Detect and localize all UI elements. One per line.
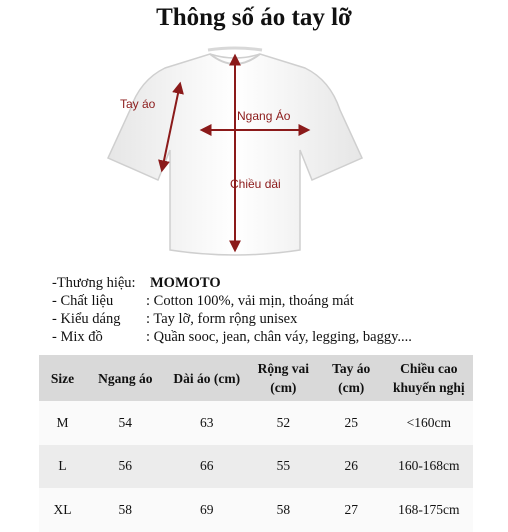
table-header-row <box>39 355 473 401</box>
length-label: Chiều dài <box>230 177 281 191</box>
info-value: : Cotton 100%, vải mịn, thoáng mát <box>146 293 354 309</box>
tshirt-illustration <box>100 40 390 262</box>
table-cell: 54 <box>86 401 164 445</box>
table-cell: 168-175cm <box>385 488 473 532</box>
table-cell: 26 <box>318 445 385 489</box>
table-cell: 69 <box>165 488 249 532</box>
header-width: Ngang áo <box>86 355 164 401</box>
table-cell: <160cm <box>385 401 473 445</box>
table-cell: 27 <box>318 488 385 532</box>
info-label: - Kiểu dáng <box>52 311 121 327</box>
table-cell: 66 <box>165 445 249 489</box>
table-cell: 55 <box>249 445 318 489</box>
tshirt-diagram <box>100 40 390 262</box>
header-length: Dài áo (cm) <box>165 355 249 401</box>
info-value: : Tay lỡ, form rộng unisex <box>146 311 298 327</box>
table-cell: 56 <box>86 445 164 489</box>
info-value: : Quần sooc, jean, chân váy, legging, baggy.... <box>146 329 412 345</box>
sleeve-label: Tay áo <box>120 97 156 111</box>
header-shoulder: Rộng vai (cm) <box>249 355 318 401</box>
info-label: - Chất liệu <box>52 293 114 309</box>
table-row <box>39 488 473 532</box>
size-table <box>39 355 473 532</box>
table-cell: 58 <box>86 488 164 532</box>
header-height: Chiều cao khuyến nghị <box>385 355 473 401</box>
info-label: -Thương hiệu: <box>52 275 136 291</box>
table-cell: 58 <box>249 488 318 532</box>
table-cell: M <box>39 401 86 445</box>
table-cell: 52 <box>249 401 318 445</box>
table-cell: 63 <box>165 401 249 445</box>
table-cell: 160-168cm <box>385 445 473 489</box>
info-label: - Mix đồ <box>52 329 103 345</box>
brand-name: MOMOTO <box>150 275 221 291</box>
table-cell: L <box>39 445 86 489</box>
header-size: Size <box>39 355 86 401</box>
width-label: Ngang Áo <box>237 109 291 123</box>
table-cell: XL <box>39 488 86 532</box>
header-sleeve: Tay áo (cm) <box>318 355 385 401</box>
table-row <box>39 401 473 445</box>
page-title: Thông số áo tay lỡ <box>156 4 352 31</box>
table-cell: 25 <box>318 401 385 445</box>
table-row <box>39 445 473 489</box>
